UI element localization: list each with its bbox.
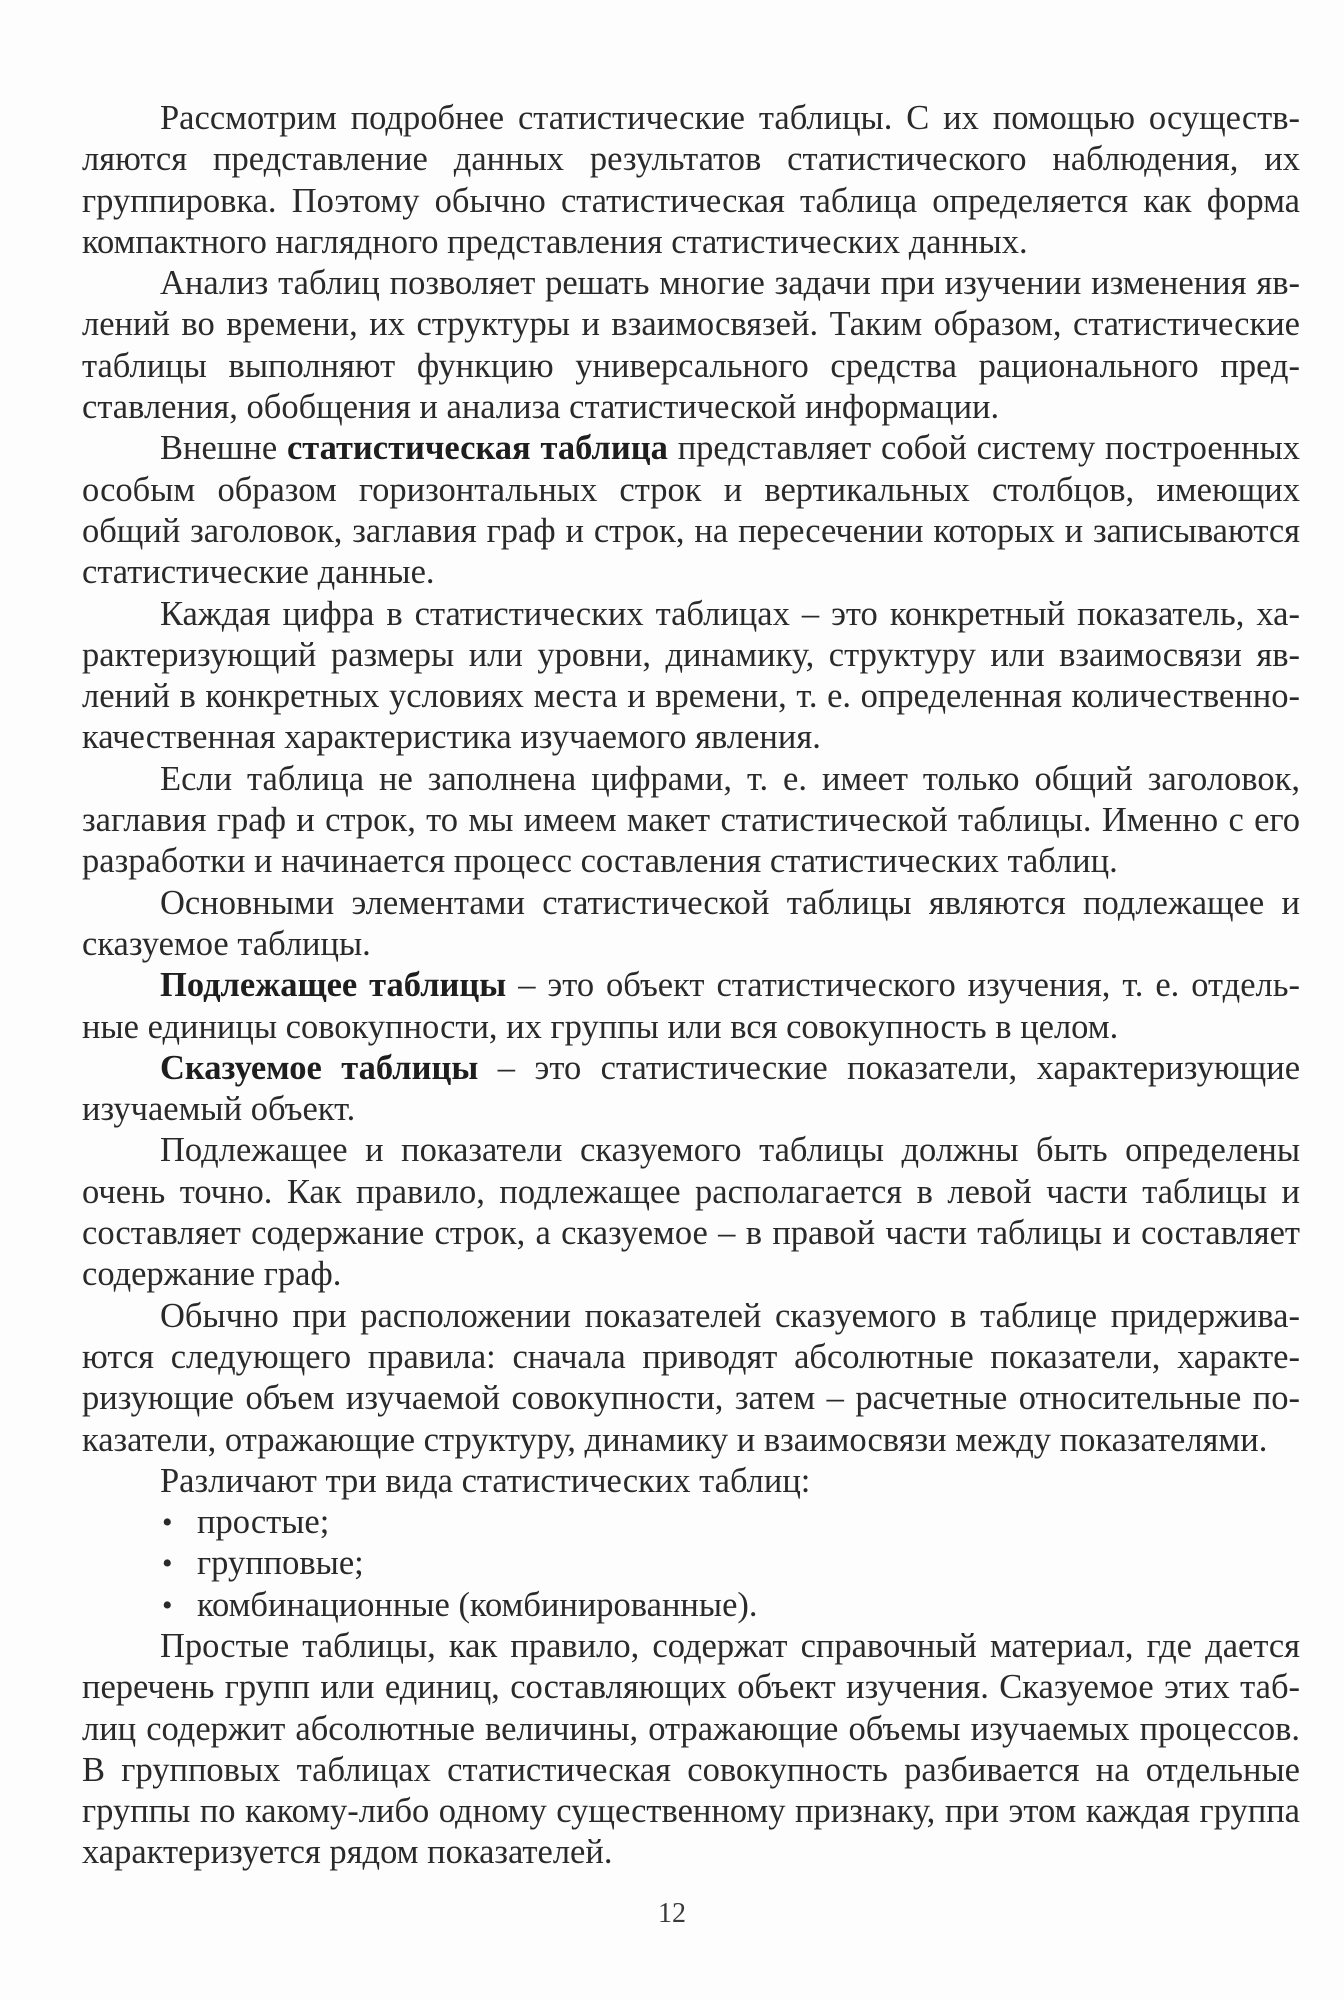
term-predicate: Сказуемое таблицы xyxy=(160,1048,479,1087)
term-subject: Подлежащее таблицы xyxy=(160,966,507,1005)
paragraph-intro: Рассмотрим подробнее статистические таблицы. С их помощью осуществляются представление данных результатов статистического наблюдения, их группировка. Поэтому обычно статистическая таблица определяется как форма компактного наглядного представления статистических данных. xyxy=(82,99,1300,261)
bullet-icon: • xyxy=(162,1547,173,1581)
paragraph-ordering-rule: Обычно при расположении показателей сказуемого в таблице придерживаются следующего правила: сначала приводят абсолютные показатели, характеризующие объем изучаемой совокупности, затем – расчетные относительные показатели, отражающие структуру, динамику и взаимосвязи между показателями. xyxy=(82,1296,1300,1459)
paragraph-placement: Подлежащее и показатели сказуемого таблицы должны быть определены очень точно. Как правило, подлежащее располагается в левой части таблицы и составляет содержание строк, а сказуемое – в правой части таблицы и составляет содержание граф. xyxy=(82,1131,1300,1294)
list-item-text: групповые; xyxy=(197,1544,364,1583)
table-types-list xyxy=(82,1502,1300,1626)
paragraph-lead: Внешне xyxy=(160,429,278,468)
paragraph-rest: – это статистические показатели, характеризующие изучаемый объект. xyxy=(82,1048,1301,1129)
paragraph-main-elements: Основными элементами статистической таблицы являются подлежащее и сказуемое таблицы. xyxy=(82,883,1300,963)
body-text xyxy=(82,98,1300,1874)
paragraph-predicate-definition xyxy=(82,1048,1300,1131)
paragraph-figures: Каждая цифра в статистических таблицах – это конкретный показатель, характеризующий размеры или уровни, динамику, структуру или взаимосвязи явлений в конкретных условиях места и времени, т. е. определенная количественно-качественная характеристика изучаемого явления. xyxy=(82,594,1300,757)
term-statistical-table: статистическая таблица xyxy=(286,429,668,468)
bullet-icon: • xyxy=(162,1588,173,1622)
paragraph-table-mockup: Если таблица не заполнена цифрами, т. е. имеет только общий заголовок, заглавия граф и строк, то мы имеем макет статистической таблицы. Именно с его разработки и начинается процесс составления статистических таблиц. xyxy=(82,759,1300,881)
paragraph-rest: представляет собой систему построенных особым образом горизонтальных строк и вертикальных столбцов, имеющих общий заголовок, заглавия граф и строк, на пересечении которых и записываются статистические данные. xyxy=(82,429,1300,592)
paragraph-rest: – это объект статистического изучения, т. е. отдельные единицы совокупности, их группы или вся совокупность в целом. xyxy=(82,966,1300,1046)
paragraph-table-analysis: Анализ таблиц позволяет решать многие задачи при изучении изменения явлений во времени, их структуры и взаимосвязей. Таким образом, статистические таблицы выполняют функцию универсального средства рационального представления, обобщения и анализа статистической информации. xyxy=(82,264,1300,427)
paragraph-subject-definition xyxy=(82,965,1300,1048)
paragraph-simple-tables: Простые таблицы, как правило, содержат справочный материал, где дается перечень групп или единиц, составляющих объект изучения. Сказуемое этих таблиц содержит абсолютные величины, отражающие объемы изучаемых процессов. В групповых таблицах статистическая совокупность разбивается на отдельные группы по какому-либо одному существенному признаку, при этом каждая группа характеризуется рядом показателей. xyxy=(82,1626,1300,1872)
list-item-text: простые; xyxy=(197,1503,330,1542)
list-item-text: комбинационные (комбинированные). xyxy=(197,1585,758,1624)
list-item xyxy=(82,1502,1300,1543)
page-number: 12 xyxy=(658,1898,686,1929)
paragraph-table-kinds: Различают три вида статистических таблиц: xyxy=(160,1461,811,1500)
paragraph-table-definition xyxy=(82,428,1300,593)
list-item xyxy=(82,1543,1300,1584)
list-item xyxy=(82,1585,1300,1626)
bullet-icon: • xyxy=(162,1506,173,1540)
